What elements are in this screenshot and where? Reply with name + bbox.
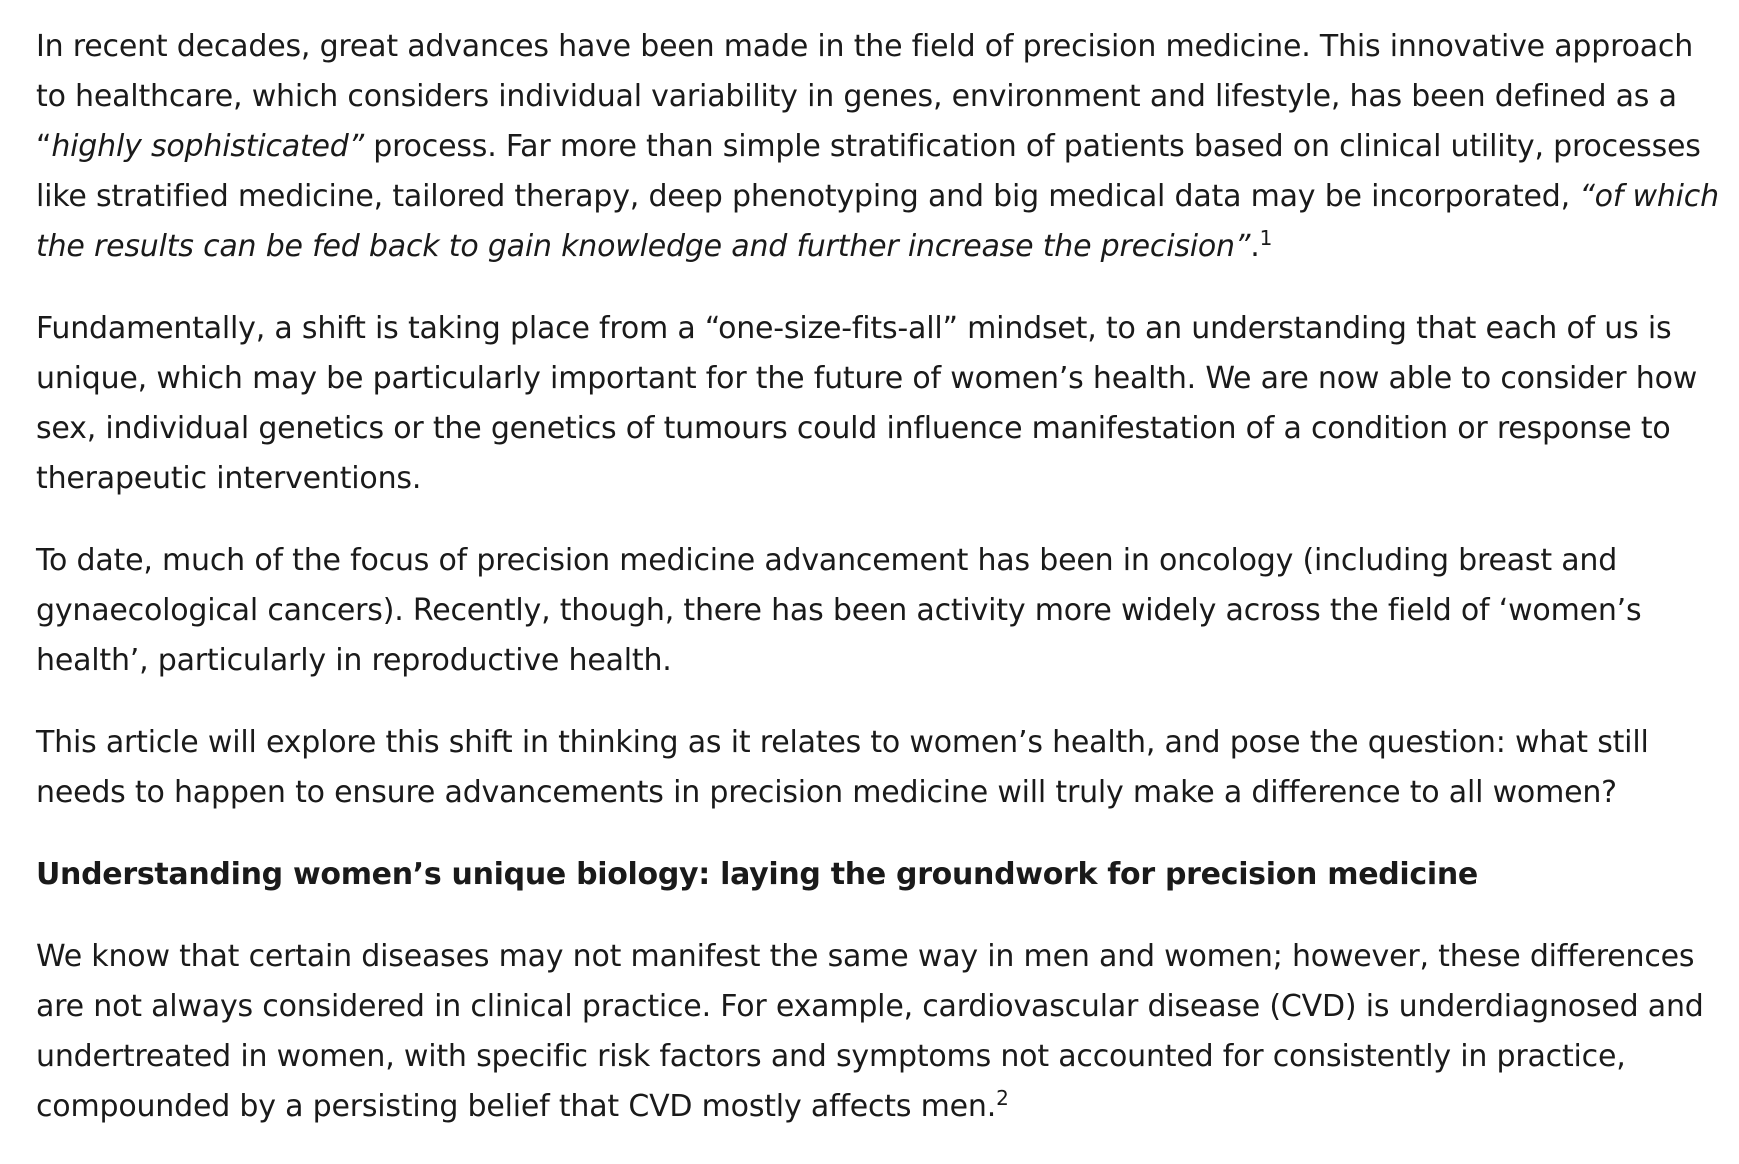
intro-text-1: In recent decades, great advances have been made in the field of precision medicine. This innovative approach to healthcare, which considers individual variability in genes, environment and lifestyle, has been defined as a “ [36,29,1694,164]
paragraph-shift: Fundamentally, a shift is taking place from a “one-size-fits-all” mindset, to an understanding that each of us is unique, which may be particularly important for the future of women’s health. We are now able to consider how sex, individual genetics or the genetics of tumours could influence manifestation of a condition or response to therapeutic interventions. [36,311,1698,496]
paragraph-oncology: To date, much of the focus of precision medicine advancement has been in oncology (including breast and gynaecological cancers). Recently, though, there has been activity more widely across the field of ‘women’s health’, particularly in reproductive health. [36,543,1642,678]
reference-2[interactable]: 2 [996,1086,1009,1110]
intro-quote-1: highly sophisticated” [51,129,364,164]
intro-quote-2: “of which the results can be fed back to gain knowledge and further increase the precision” [36,179,1719,264]
reference-1[interactable]: 1 [1259,226,1273,250]
paragraph-intro [36,22,1726,272]
paragraph-article-aim: This article will explore this shift in thinking as it relates to women’s health, and pose the question: what still needs to happen to ensure advancements in precision medicine will truly make a difference to all women? [36,725,1649,810]
section-heading: Understanding women’s unique biology: laying the groundwork for precision medicine [36,857,1478,892]
intro-text-2: process. Far more than simple stratification of patients based on clinical utility, processes like stratified medicine, tailored therapy, deep phenotyping and big medical data may be incorporated, [36,129,1701,214]
cvd-text: We know that certain diseases may not manifest the same way in men and women; however, these differences are not always considered in clinical practice. For example, cardiovascular disease (CVD) is underdiagnosed and undertreated in women, with specific risk factors and symptoms not accounted for consistently in practice, compounded by a persisting belief that CVD mostly affects men. [36,939,1704,1124]
article-body [36,22,1726,1164]
paragraph-cvd [36,932,1726,1132]
intro-text-3: . [1250,229,1260,264]
